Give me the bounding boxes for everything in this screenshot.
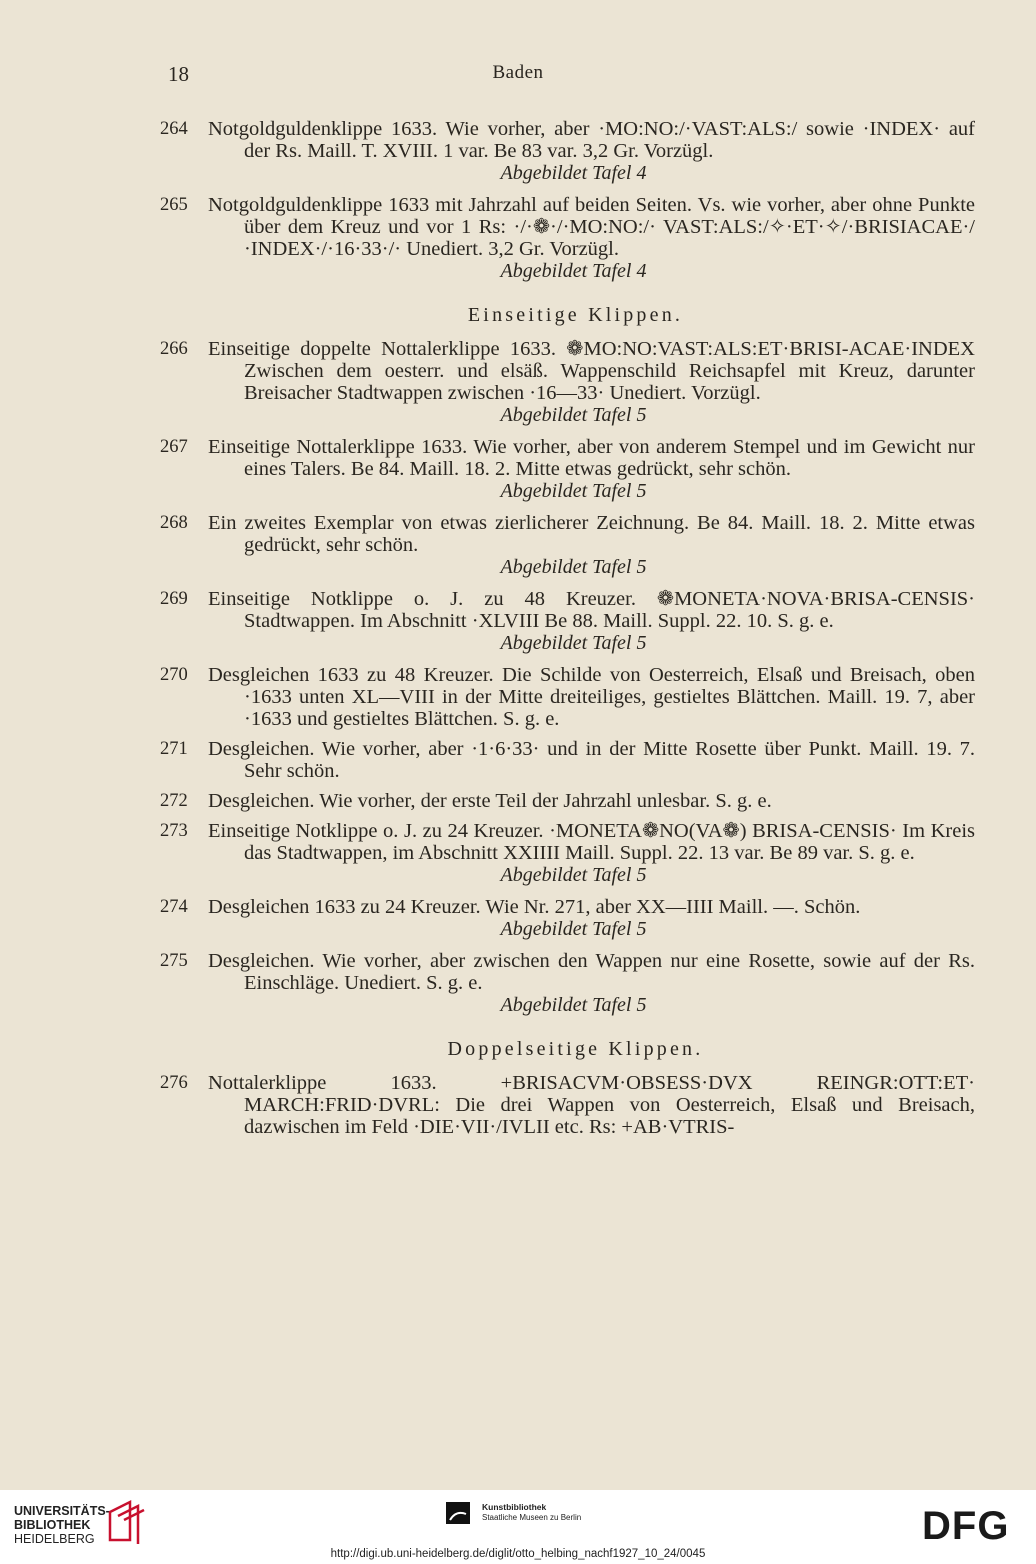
entry-number: 273 (160, 821, 188, 841)
entries-group-c (160, 1072, 975, 1138)
entry-number: 275 (160, 951, 188, 971)
entry-number: 271 (160, 739, 188, 759)
footer-bar (0, 1490, 1036, 1564)
kunstbibliothek-logo-icon (444, 1500, 472, 1530)
running-head: Baden (492, 62, 544, 83)
plate-reference: Abgebildet Tafel 4 (500, 162, 647, 184)
entry-text: Einseitige Nottalerklippe 1633. Wie vorher, aber von anderem Stempel und im Gewicht nur eines Talers. Be 84. Maill. 18. 2. Mitte etwas gedrückt, sehr schön. (208, 436, 975, 480)
catalog-entry (160, 194, 975, 260)
entries-group-b (160, 338, 975, 1016)
section-heading-doppelseitige: Doppelseitige Klippen. (447, 1038, 704, 1060)
catalog-entry (160, 436, 975, 480)
entry-text: Nottalerklippe 1633. +BRISACVM·OBSESS·DVX REINGR:OTT:ET· MARCH:FRID·DVRL: Die drei Wappen von Oesterreich, Elsaß und Breisach, dazwischen im Feld ·DIE·VII·/IVLII etc. Rs: +AB·VTRIS- (208, 1072, 975, 1138)
source-url[interactable]: http://digi.ub.uni-heidelberg.de/diglit/otto_helbing_nachf1927_10_24/0045 (330, 1548, 706, 1560)
catalog-entry (160, 512, 975, 556)
ub-heidelberg-logo[interactable] (14, 1504, 110, 1546)
plate-reference: Abgebildet Tafel 5 (500, 404, 647, 426)
entry-number: 268 (160, 513, 188, 533)
entry-text: Einseitige Notklippe o. J. zu 24 Kreuzer. ·MONETA❁NO(VA❁) BRISA-CENSIS· Im Kreis das Stadtwappen, im Abschnitt XXIIII Maill. Suppl. 22. 13 var. Be 89 var. S. g. e. (208, 820, 975, 864)
plate-reference: Abgebildet Tafel 5 (500, 918, 647, 940)
kunstbibliothek-text[interactable] (482, 1502, 581, 1523)
ub-logo-line1: UNIVERSITÄTS- (14, 1504, 110, 1518)
plate-reference: Abgebildet Tafel 4 (500, 260, 647, 282)
entry-text: Desgleichen. Wie vorher, aber zwischen den Wappen nur eine Rosette, sowie auf der Rs. Einschläge. Unediert. S. g. e. (208, 950, 975, 994)
entry-text: Notgoldguldenklippe 1633. Wie vorher, aber ·MO:NO:/·VAST:ALS:/ sowie ·INDEX· auf der Rs. Maill. T. XVIII. 1 var. Be 83 var. 3,2 Gr. Vorzügl. (208, 118, 975, 162)
entry-number: 276 (160, 1073, 188, 1093)
ub-logo-line2: BIBLIOTHEK (14, 1518, 91, 1532)
page-number: 18 (168, 62, 189, 86)
catalog-entry (160, 950, 975, 994)
catalog-entry (160, 664, 975, 730)
kb-line1: Kunstbibliothek (482, 1502, 547, 1512)
plate-reference: Abgebildet Tafel 5 (500, 480, 647, 502)
catalog-entry (160, 588, 975, 632)
catalog-column (160, 118, 975, 1146)
entry-text: Desgleichen 1633 zu 24 Kreuzer. Wie Nr. 271, aber XX—IIII Maill. —. Schön. (208, 896, 861, 918)
entry-number: 269 (160, 589, 188, 609)
entries-group-a (160, 118, 975, 282)
plate-reference: Abgebildet Tafel 5 (500, 556, 647, 578)
ub-logo-mark-icon (106, 1498, 146, 1544)
catalog-entry (160, 1072, 975, 1138)
entry-text: Ein zweites Exemplar von etwas zierlicherer Zeichnung. Be 84. Maill. 18. 2. Mitte etwas gedrückt, sehr schön. (208, 512, 975, 556)
entry-text: Notgoldguldenklippe 1633 mit Jahrzahl auf beiden Seiten. Vs. wie vorher, aber ohne Punkte über dem Kreuz und vor 1 Rs: ·/·❁·/·MO:NO:/· VAST:ALS:/✧·ET·✧/·BRISIACAE·/·INDEX·/·16·33·/· Unediert. 3,2 Gr. Vorzügl. (208, 194, 975, 260)
entry-number: 270 (160, 665, 188, 685)
entry-text: Desgleichen. Wie vorher, der erste Teil der Jahrzahl unlesbar. S. g. e. (208, 790, 772, 812)
entry-number: 272 (160, 791, 188, 811)
section-heading-einseitige: Einseitige Klippen. (467, 304, 684, 326)
catalog-entry (160, 738, 975, 782)
kb-line2: Staatliche Museen zu Berlin (482, 1513, 582, 1522)
entry-number: 264 (160, 119, 188, 139)
entry-number: 265 (160, 195, 188, 215)
entry-text: Desgleichen 1633 zu 48 Kreuzer. Die Schilde von Oesterreich, Elsaß und Breisach, oben ·1633 unten XL—VIII in der Mitte dreiteiliges, gestieltes Blättchen. Maill. 19. 7, aber ·1633 und gestieltes Blättchen. S. g. e. (208, 664, 975, 730)
entry-text: Einseitige doppelte Nottalerklippe 1633. ❁MO:NO:VAST:ALS:ET·BRISI-ACAE·INDEX Zwischen dem oesterr. und elsäß. Wappenschild Reichsapfel mit Kreuz, darunter Breisacher Stadtwappen zwischen ·16—33· Unediert. Vorzügl. (208, 338, 975, 404)
entry-text: Einseitige Notklippe o. J. zu 48 Kreuzer. ❁MONETA·NOVA·BRISA-CENSIS· Stadtwappen. Im Abschnitt ·XLVIII Be 88. Maill. Suppl. 22. 10. S. g. e. (208, 588, 975, 632)
plate-reference: Abgebildet Tafel 5 (500, 994, 647, 1016)
catalog-entry (160, 896, 975, 918)
entry-text: Desgleichen. Wie vorher, aber ·1·6·33· und in der Mitte Rosette über Punkt. Maill. 19. 7. Sehr schön. (208, 738, 975, 782)
catalog-entry (160, 790, 975, 812)
plate-reference: Abgebildet Tafel 5 (500, 632, 647, 654)
entry-number: 267 (160, 437, 188, 457)
plate-reference: Abgebildet Tafel 5 (500, 864, 647, 886)
catalog-entry (160, 118, 975, 162)
catalog-entry (160, 820, 975, 864)
dfg-logo[interactable]: DFG (922, 1504, 1010, 1548)
catalog-entry (160, 338, 975, 404)
entry-number: 266 (160, 339, 188, 359)
entry-number: 274 (160, 897, 188, 917)
ub-logo-line3: HEIDELBERG (14, 1532, 95, 1546)
